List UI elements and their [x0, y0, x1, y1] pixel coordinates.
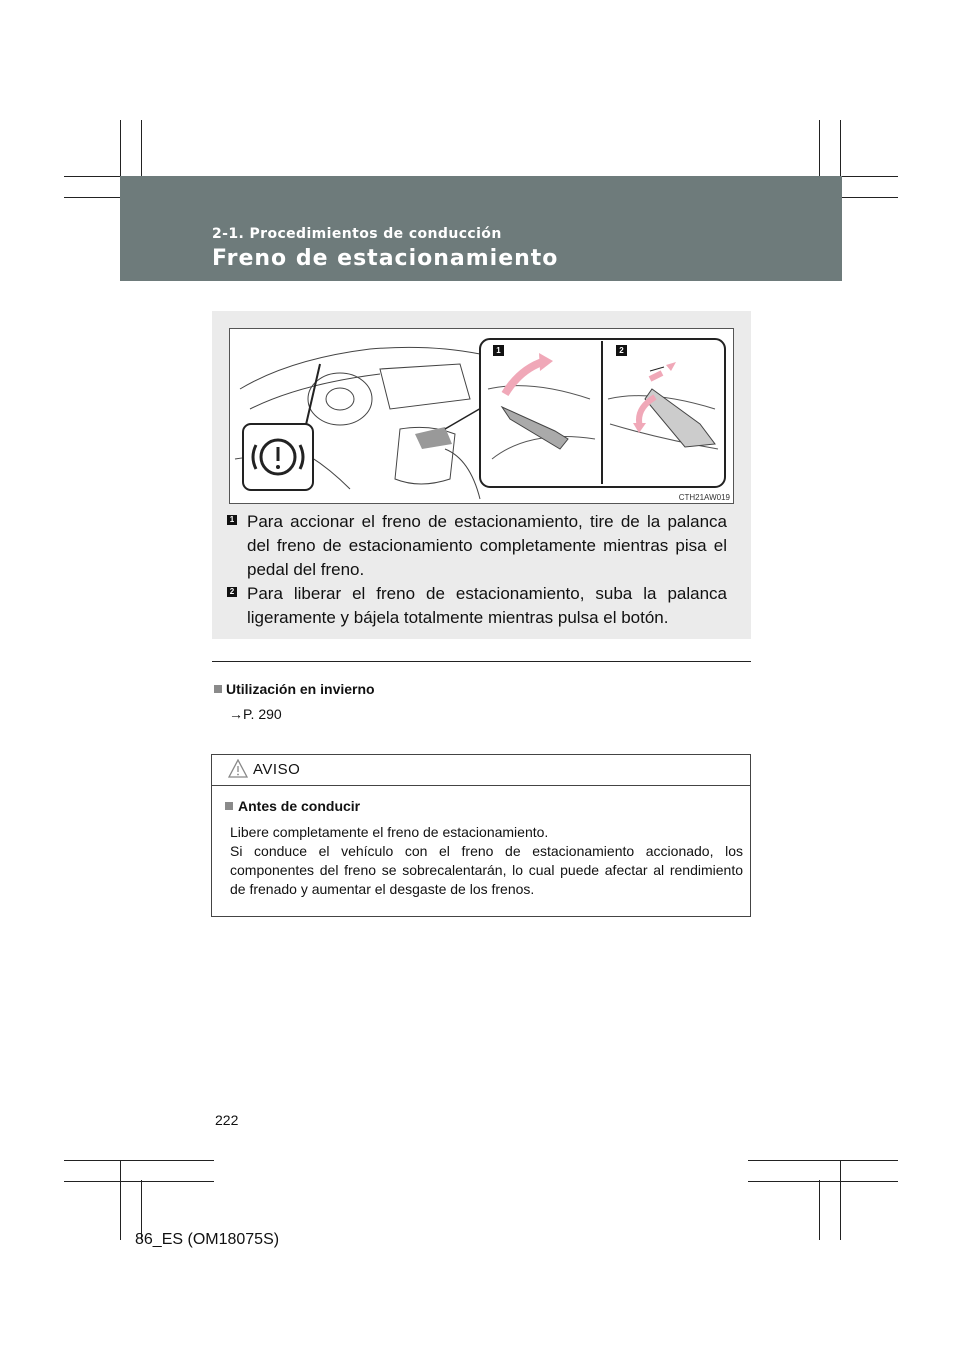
- figure-panel: [212, 311, 751, 639]
- square-bullet-icon: [225, 802, 233, 810]
- step-text: Para liberar el freno de estacionamiento, suba la palanca ligeramente y bájela totalmente mientras pulsa el botón.: [247, 584, 727, 627]
- winter-heading: [214, 681, 375, 697]
- warning-body: [230, 823, 743, 899]
- step-badge: 2: [227, 587, 237, 597]
- crop-mark: [819, 1180, 820, 1240]
- page-title: Freno de estacionamiento: [212, 246, 559, 271]
- warning-box: [211, 754, 751, 917]
- step-item: [227, 582, 727, 630]
- figure-code: CTH21AW019: [678, 493, 730, 502]
- step-badge: 1: [227, 515, 237, 525]
- section-label: 2-1. Procedimientos de conducción: [212, 226, 502, 242]
- crop-mark: [840, 1160, 841, 1240]
- step-item: [227, 510, 727, 582]
- step-text: Para accionar el freno de estacionamiento, tire de la palanca del freno de estacionamiento completamente mientras pisa el pedal del freno.: [247, 512, 727, 579]
- crop-mark: [748, 1160, 898, 1161]
- winter-heading-text: Utilización en invierno: [226, 681, 375, 697]
- page-number: 222: [215, 1112, 239, 1128]
- warning-subheading: [225, 798, 360, 814]
- step-badge-2: 2: [616, 345, 627, 356]
- warning-label: AVISO: [253, 761, 301, 778]
- square-bullet-icon: [214, 685, 222, 693]
- crop-mark: [64, 1181, 214, 1182]
- warning-subheading-text: Antes de conducir: [238, 798, 361, 814]
- section-divider: [212, 661, 751, 662]
- warning-triangle-icon: [228, 759, 248, 779]
- step-badge-1: 1: [493, 345, 504, 356]
- header-band: [120, 176, 842, 281]
- parking-brake-illustration: [229, 328, 734, 504]
- manual-code: 86_ES (OM18075S): [135, 1231, 280, 1248]
- crop-mark: [120, 1160, 121, 1240]
- car-interior-drawing: [230, 329, 733, 503]
- crop-mark: [748, 1181, 898, 1182]
- crop-mark: [64, 1160, 214, 1161]
- warning-header: [212, 755, 750, 786]
- warning-paragraph: Libere completamente el freno de estacionamiento.: [230, 824, 549, 840]
- warning-paragraph: Si conduce el vehículo con el freno de estacionamiento accionado, los componentes del freno se sobrecalentarán, lo cual puede afectar al rendimiento de frenado y aumentar el desgaste de los frenos.: [230, 843, 743, 897]
- page-reference-link[interactable]: →P. 290: [229, 706, 282, 722]
